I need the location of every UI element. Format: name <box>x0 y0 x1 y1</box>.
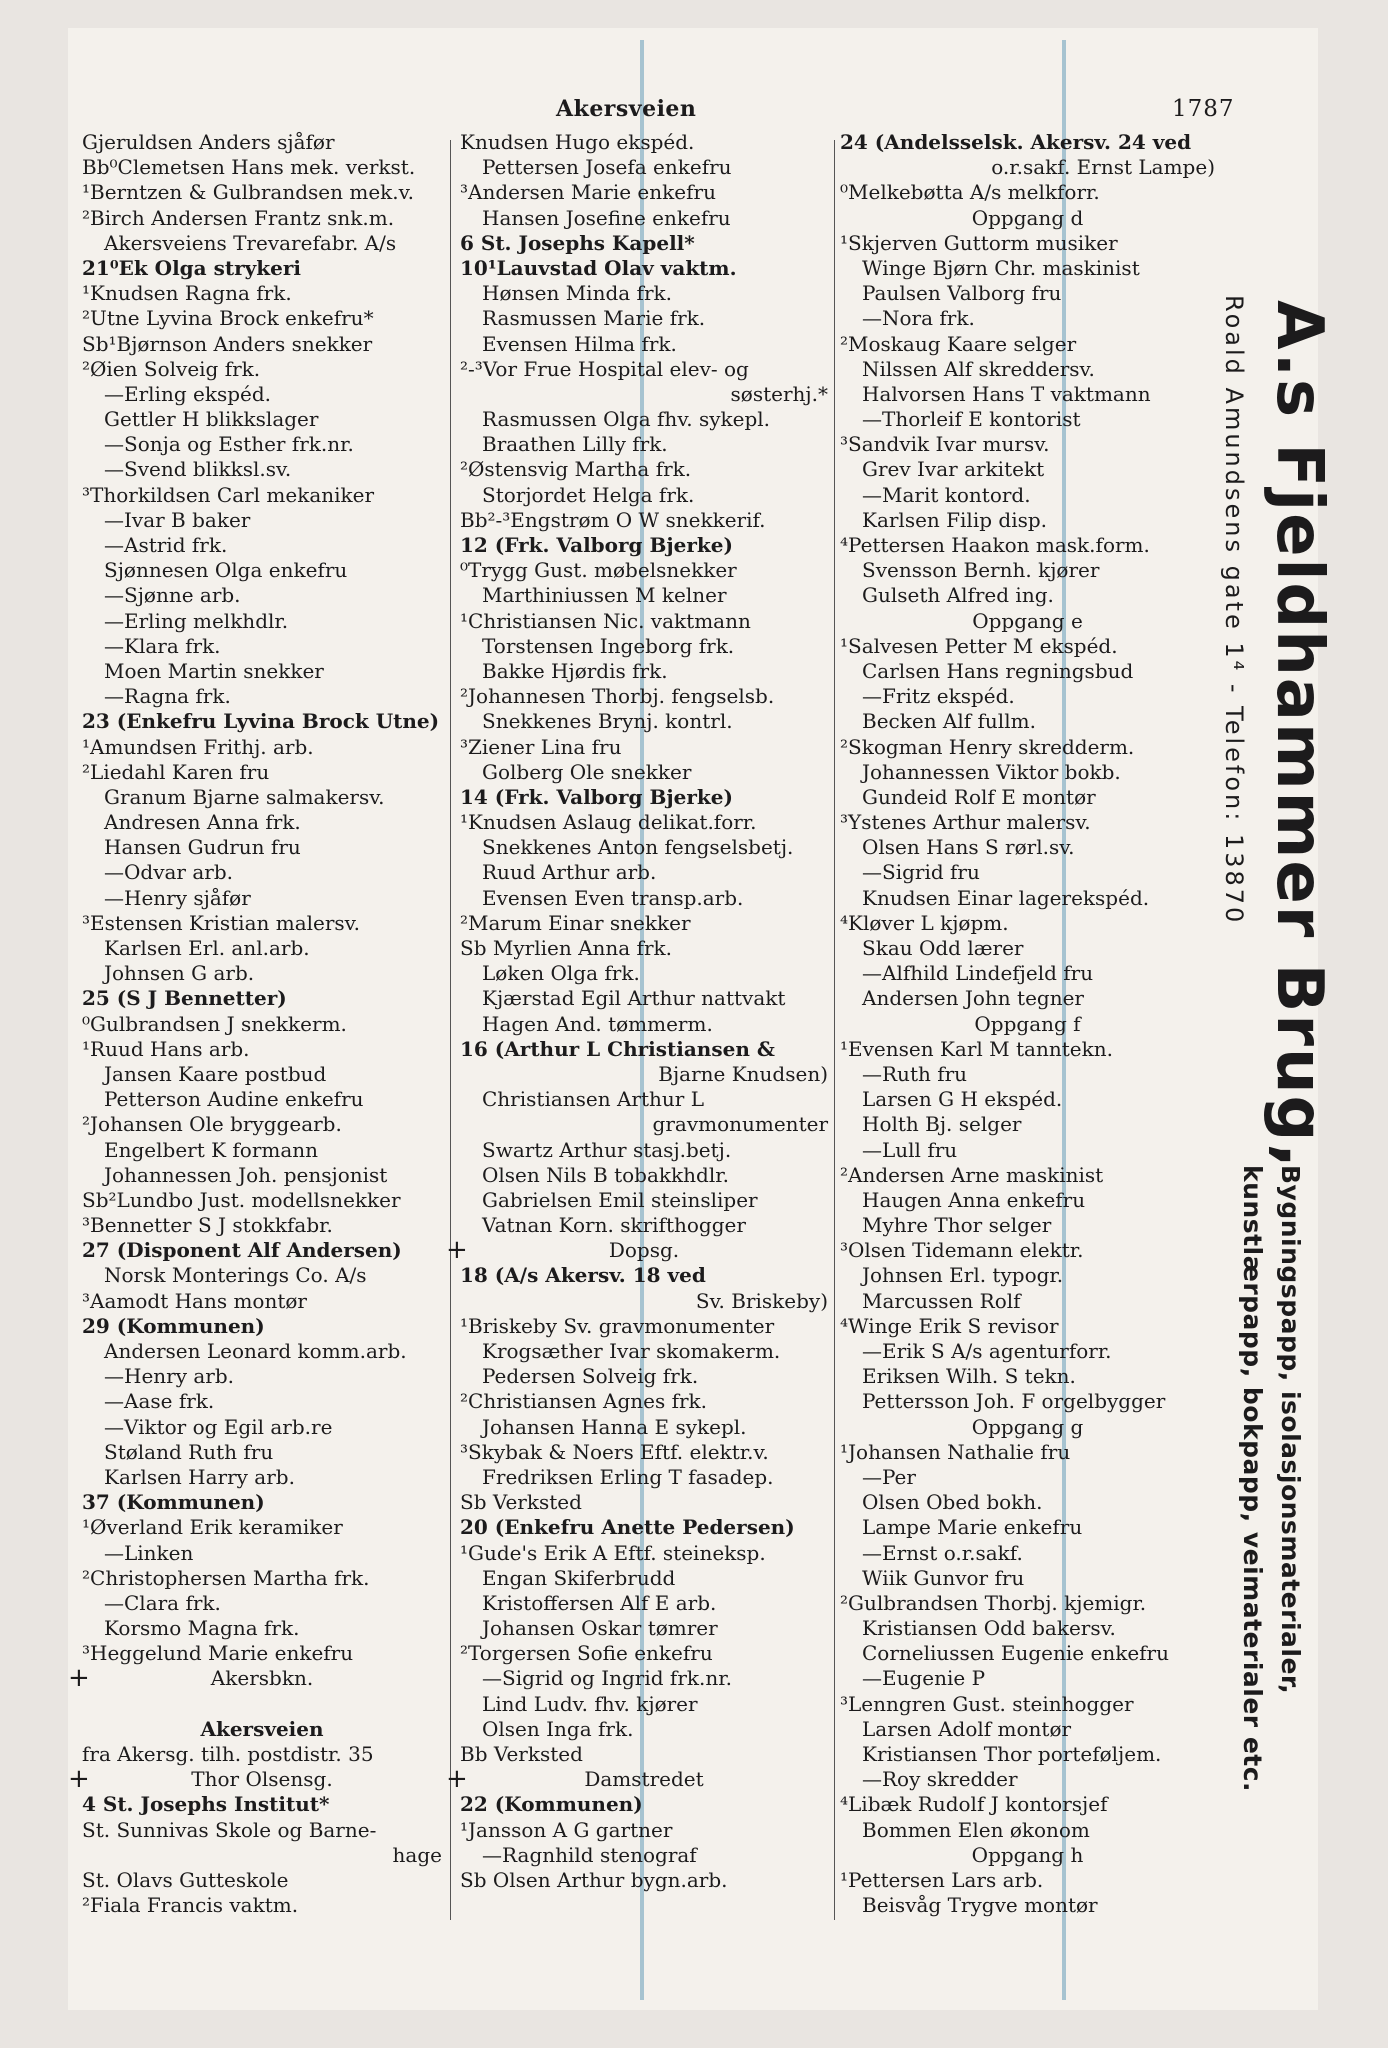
directory-line: Pedersen Solveig frk. <box>482 1364 699 1389</box>
directory-line: —Per <box>862 1464 916 1489</box>
directory-line: ⁴Pettersen Haakon mask.form. <box>840 533 1150 557</box>
directory-line: Oppgang h <box>971 1842 1084 1867</box>
directory-line: —Ernst o.r.sakf. <box>862 1540 1023 1565</box>
directory-line: ²Skogman Henry skredderm. <box>840 734 1135 759</box>
directory-line: ⁴Kløver L kjøpm. <box>840 910 1009 935</box>
directory-line: —Roy skredder <box>862 1767 1018 1792</box>
directory-line: —Odvar arb. <box>104 860 233 885</box>
directory-line: Akersbkn. + <box>68 1663 314 1694</box>
directory-line: Karlsen Harry arb. <box>104 1464 295 1489</box>
directory-line: Damstredet + <box>446 1764 704 1795</box>
directory-line: 29 (Kommunen) <box>82 1313 265 1338</box>
directory-line: Korsmo Magna frk. <box>104 1616 300 1641</box>
directory-line: —Aase frk. <box>104 1389 215 1414</box>
directory-line: Marcussen Rolf <box>862 1288 1021 1313</box>
directory-line: ³Sandvik Ivar mursv. <box>840 432 1050 457</box>
directory-line: Granum Bjarne salmakersv. <box>104 784 385 809</box>
directory-line: Gabrielsen Emil steinsliper <box>482 1187 758 1212</box>
directory-column-2 <box>446 130 828 1893</box>
directory-line: —Sigrid fru <box>862 860 980 885</box>
directory-line: Larsen Adolf montør <box>862 1716 1072 1741</box>
directory-line: Nilssen Alf skreddersv. <box>862 356 1095 381</box>
directory-line: ³Andersen Marie enkefru <box>460 180 716 205</box>
directory-line: Swartz Arthur stasj.betj. <box>482 1137 732 1162</box>
ad-address: Roald Amundsens gate 1⁴ - Telefon: 13870 <box>1220 295 1248 926</box>
directory-line: Thor Olsensg. + <box>68 1764 333 1795</box>
directory-line: Evensen Even transp.arb. <box>482 885 744 910</box>
directory-line: ¹Berntzen & Gulbrandsen mek.v. <box>82 180 414 205</box>
directory-line: Krogsæther Ivar skomakerm. <box>482 1339 781 1363</box>
directory-line: Støland Ruth fru <box>104 1439 274 1464</box>
directory-line: —Ivar B baker <box>104 507 251 532</box>
directory-line: ³Bennetter S J stokkfabr. <box>82 1213 333 1238</box>
directory-line: ⁴Winge Erik S revisor <box>840 1313 1059 1338</box>
directory-line: Beisvåg Trygve montør <box>862 1893 1098 1918</box>
directory-line: 12 (Frk. Valborg Bjerke) <box>460 533 733 557</box>
directory-line: Skau Odd lærer <box>862 936 1024 960</box>
directory-line: Johnsen G arb. <box>104 961 255 986</box>
directory-line: ³Thorkildsen Carl mekaniker <box>82 482 375 507</box>
directory-line: —Linken <box>104 1540 194 1565</box>
directory-line: —Nora frk. <box>862 306 975 331</box>
directory-line: Kristoffersen Alf E arb. <box>482 1590 717 1615</box>
ad-products-line-1: Bygningspapp, isolasjonsmaterialer, <box>1276 1165 1305 1695</box>
directory-line: 18 (A/s Akersv. 18 ved <box>460 1263 706 1288</box>
directory-line: Haugen Anna enkefru <box>862 1187 1086 1212</box>
directory-line: Oppgang f <box>974 1011 1081 1036</box>
directory-line: Evensen Hilma frk. <box>482 331 677 356</box>
directory-line: ¹Christiansen Nic. vaktmann <box>460 608 751 633</box>
directory-line: —Erik S A/s agenturforr. <box>862 1339 1112 1363</box>
directory-line: hage <box>392 1842 442 1867</box>
directory-line: ²-³Vor Frue Hospital elev- og <box>460 356 749 381</box>
directory-line: Sb²Lundbo Just. modellsnekker <box>82 1187 401 1212</box>
directory-line: Jansen Kaare postbud <box>104 1061 327 1086</box>
directory-line: 16 (Arthur L Christiansen & <box>460 1036 775 1061</box>
directory-line: ³Ziener Lina fru <box>460 734 622 759</box>
ad-products-line-2: kunstlærpapp, bokpapp, veimaterialer etc. <box>1238 1165 1267 1793</box>
directory-line: —Astrid frk. <box>104 533 228 557</box>
directory-line: ²Utne Lyvina Brock enkefru* <box>82 306 374 331</box>
directory-line: Gjeruldsen Anders sjåfør <box>82 130 335 154</box>
directory-line: gravmonumenter <box>652 1112 828 1137</box>
directory-line: ²Øien Solveig frk. <box>82 356 261 381</box>
directory-line: ¹Gude's Erik A Eftf. steineksp. <box>460 1540 766 1565</box>
directory-line: 27 (Disponent Alf Andersen) <box>82 1238 402 1263</box>
page-number: 1787 <box>1172 96 1235 122</box>
directory-line: ¹Knudsen Aslaug delikat.forr. <box>460 810 757 835</box>
directory-line: St. Olavs Gutteskole <box>82 1867 289 1892</box>
directory-line: Hønsen Minda frk. <box>482 281 672 306</box>
directory-line: —Erling melkhdlr. <box>104 608 289 633</box>
directory-line: —Eugenie P <box>862 1666 986 1691</box>
directory-line: ²Fiala Francis vaktm. <box>82 1893 299 1918</box>
directory-line: Marthiniussen M kelner <box>482 583 727 608</box>
directory-line: 4 St. Josephs Institut* <box>82 1792 330 1817</box>
directory-line: Engan Skiferbrudd <box>482 1565 676 1590</box>
directory-line: Bakke Hjørdis frk. <box>482 658 668 683</box>
directory-line: ²Torgersen Sofie enkefru <box>460 1641 713 1666</box>
directory-line: ²Liedahl Karen fru <box>82 759 270 784</box>
directory-line: ²Johannesen Thorbj. fengselsb. <box>460 684 775 709</box>
directory-line: 6 St. Josephs Kapell* <box>460 230 695 255</box>
directory-line: Corneliussen Eugenie enkefru <box>862 1641 1170 1666</box>
directory-line: Hansen Josefine enkefru <box>482 205 731 230</box>
directory-line: Karlsen Erl. anl.arb. <box>104 936 310 960</box>
directory-line: —Marit kontord. <box>862 482 1031 507</box>
directory-line: —Sonja og Esther frk.nr. <box>104 432 354 457</box>
directory-line: Lind Ludv. fhv. kjører <box>482 1691 698 1716</box>
directory-line: Olsen Nils B tobakkhdlr. <box>482 1162 729 1187</box>
directory-line: —Ruth fru <box>862 1061 968 1086</box>
directory-line: —Alfhild Lindefjeld fru <box>862 961 1094 986</box>
directory-line: Braathen Lilly frk. <box>482 432 668 457</box>
directory-line: Olsen Obed bokh. <box>862 1490 1043 1515</box>
directory-line: ³Skybak & Noers Eftf. elektr.v. <box>460 1439 769 1464</box>
directory-line: Sb Olsen Arthur bygn.arb. <box>460 1867 728 1892</box>
cross-street-marker: + <box>446 1235 468 1266</box>
directory-line: ²Christophersen Martha frk. <box>82 1565 370 1590</box>
directory-line: Sb Myrlien Anna frk. <box>460 936 672 960</box>
directory-line: Andersen John tegner <box>862 986 1084 1011</box>
directory-line: Myhre Thor selger <box>862 1213 1052 1238</box>
directory-line: Rasmussen Olga fhv. sykepl. <box>482 407 771 432</box>
directory-line: ²Christiansen Agnes frk. <box>460 1389 708 1414</box>
directory-line: —Fritz ekspéd. <box>862 684 1015 709</box>
cross-street-marker: + <box>68 1764 90 1795</box>
directory-line: ³Olsen Tidemann elektr. <box>840 1238 1084 1263</box>
directory-line: ²Østensvig Martha frk. <box>460 457 692 482</box>
directory-line: Eriksen Wilh. S tekn. <box>862 1364 1076 1389</box>
directory-line: ²Moskaug Kaare selger <box>840 331 1077 356</box>
directory-line: Petterson Audine enkefru <box>104 1087 364 1112</box>
directory-line: —Clara frk. <box>104 1590 221 1615</box>
directory-line: ⁰Gulbrandsen J snekkerm. <box>82 1011 347 1036</box>
directory-line: —Henry arb. <box>104 1364 235 1389</box>
cross-street-marker: + <box>446 1764 468 1795</box>
directory-line: Wiik Gunvor fru <box>862 1565 1025 1590</box>
directory-line: Gettler H blikkslager <box>104 407 319 432</box>
directory-line: 21⁰Ek Olga strykeri <box>82 255 301 280</box>
directory-line: Oppgang g <box>971 1414 1084 1439</box>
directory-line: Andersen Leonard komm.arb. <box>104 1339 407 1363</box>
directory-line: Snekkenes Brynj. kontrl. <box>482 709 733 734</box>
directory-line: —Sigrid og Ingrid frk.nr. <box>482 1666 732 1691</box>
directory-line: Ruud Arthur arb. <box>482 860 657 885</box>
directory-column-1 <box>68 130 442 1918</box>
directory-line: Moen Martin snekker <box>104 658 324 683</box>
directory-line: ¹Knudsen Ragna frk. <box>82 281 292 306</box>
directory-line: ¹Evensen Karl M tanntekn. <box>840 1036 1113 1061</box>
directory-line: Vatnan Korn. skrifthogger <box>482 1213 746 1238</box>
directory-line: Svensson Bernh. kjører <box>862 558 1100 583</box>
directory-line: Snekkenes Anton fengselsbetj. <box>482 835 794 860</box>
cross-street-marker: + <box>68 1663 90 1694</box>
directory-line: Dopsg. + <box>446 1235 680 1266</box>
directory-line: Hansen Gudrun fru <box>104 835 301 860</box>
directory-line: —Henry sjåfør <box>104 885 251 910</box>
directory-line: 23 (Enkefru Lyvina Brock Utne) <box>82 709 440 734</box>
directory-line: Fredriksen Erling T fasadep. <box>482 1464 774 1489</box>
directory-line: Larsen G H ekspéd. <box>862 1087 1063 1112</box>
directory-line: ³Lenngren Gust. steinhogger <box>840 1691 1134 1716</box>
directory-line: Becken Alf fullm. <box>862 709 1036 734</box>
directory-line: —Ragnhild stenograf <box>482 1842 697 1867</box>
directory-line: Johansen Oskar tømrer <box>482 1616 718 1641</box>
directory-line <box>82 1692 442 1717</box>
directory-line: ¹Øverland Erik keramiker <box>82 1515 343 1540</box>
directory-line: ¹Briskeby Sv. gravmonumenter <box>460 1313 775 1338</box>
directory-line: Johnsen Erl. typogr. <box>862 1263 1064 1288</box>
directory-line: Kjærstad Egil Arthur nattvakt <box>482 986 786 1011</box>
directory-line: Kristiansen Odd bakersv. <box>862 1616 1116 1641</box>
directory-line: Winge Bjørn Chr. maskinist <box>862 255 1140 280</box>
directory-line: Bjarne Knudsen) <box>658 1061 828 1086</box>
directory-line: ³Ystenes Arthur malersv. <box>840 810 1091 835</box>
directory-line: ⁰Trygg Gust. møbelsnekker <box>460 558 737 583</box>
directory-line: Holth Bj. selger <box>862 1112 1022 1137</box>
directory-line: Akersveien <box>200 1716 324 1741</box>
directory-line: Knudsen Einar lagerekspéd. <box>862 885 1150 910</box>
directory-line: 14 (Frk. Valborg Bjerke) <box>460 784 733 809</box>
directory-line: 37 (Kommunen) <box>82 1490 265 1515</box>
column-divider <box>834 140 835 1920</box>
directory-line: ²Gulbrandsen Thorbj. kjemigr. <box>840 1590 1147 1615</box>
directory-line: —Thorleif E kontorist <box>862 407 1081 432</box>
directory-line: Johansen Hanna E sykepl. <box>482 1414 747 1439</box>
directory-line: ⁴Libæk Rudolf J kontorsjef <box>840 1792 1108 1817</box>
directory-line: —Lull fru <box>862 1137 958 1162</box>
directory-line: Oppgang e <box>972 608 1083 633</box>
directory-line: Torstensen Ingeborg frk. <box>482 633 735 658</box>
directory-line: Johannessen Viktor bokb. <box>862 759 1121 784</box>
directory-line: ³Estensen Kristian malersv. <box>82 910 360 935</box>
directory-line: ³Heggelund Marie enkefru <box>82 1641 354 1666</box>
directory-line: Oppgang d <box>971 205 1084 230</box>
directory-line: Johannessen Joh. pensjonist <box>104 1162 388 1187</box>
directory-line: ²Johansen Ole bryggearb. <box>82 1112 342 1137</box>
directory-line: Knudsen Hugo ekspéd. <box>460 130 695 154</box>
directory-line: Karlsen Filip disp. <box>862 507 1048 532</box>
directory-line: Pettersen Josefa enkefru <box>482 155 732 180</box>
directory-line: ²Marum Einar snekker <box>460 910 691 935</box>
directory-line: —Svend blikksl.sv. <box>104 457 292 482</box>
directory-line: o.r.sakf. Ernst Lampe) <box>991 155 1215 180</box>
directory-line: Sb Verksted <box>460 1490 582 1515</box>
directory-line: Bb²-³Engstrøm O W snekkerif. <box>460 507 766 532</box>
directory-line: Sv. Briskeby) <box>695 1288 828 1313</box>
directory-line: ¹Ruud Hans arb. <box>82 1036 250 1061</box>
directory-line: Norsk Monterings Co. A/s <box>104 1263 367 1288</box>
directory-line: Olsen Hans S rørl.sv. <box>862 835 1075 860</box>
directory-line: Hagen And. tømmerm. <box>482 1011 713 1036</box>
column-divider <box>450 140 451 1920</box>
directory-line: Bb⁰Clemetsen Hans mek. verkst. <box>82 155 416 180</box>
directory-line: Rasmussen Marie frk. <box>482 306 706 331</box>
directory-line: ³Aamodt Hans montør <box>82 1288 307 1313</box>
ad-brand: A.s Fjeldhammer Brug, <box>1262 300 1336 1170</box>
directory-line: Kristiansen Thor portefølјem. <box>862 1742 1162 1766</box>
directory-line: ²Andersen Arne maskinist <box>840 1162 1104 1187</box>
directory-line: ¹Jansson A G gartner <box>460 1817 673 1842</box>
directory-line: —Erling ekspéd. <box>104 381 272 406</box>
directory-line: ¹Salvesen Petter M ekspéd. <box>840 633 1118 658</box>
directory-line: Carlsen Hans regningsbud <box>862 658 1134 683</box>
directory-line: Engelbert K formann <box>104 1137 319 1162</box>
directory-line: Sb¹Bjørnson Anders snekker <box>82 331 373 356</box>
directory-line: ¹Pettersen Lars arb. <box>840 1867 1044 1892</box>
directory-line: ¹Amundsen Frithj. arb. <box>82 734 314 759</box>
directory-line: Lampe Marie enkefru <box>862 1515 1083 1540</box>
directory-line: ¹Skjerven Guttorm musiker <box>840 230 1118 255</box>
directory-line: 22 (Kommunen) <box>460 1792 643 1817</box>
directory-line: —Viktor og Egil arb.re <box>104 1414 333 1439</box>
directory-line: Bb Verksted <box>460 1742 583 1766</box>
directory-line: Sjønnesen Olga enkefru <box>104 558 348 583</box>
directory-line: 10¹Lauvstad Olav vaktm. <box>460 255 737 280</box>
directory-line: 24 (Andelsselsk. Akersv. 24 ved <box>840 130 1192 154</box>
directory-line: ⁰Melkebøtta A/s melkforr. <box>840 180 1100 205</box>
directory-column-3 <box>840 130 1215 1918</box>
directory-line: 25 (S J Bennetter) <box>82 986 287 1011</box>
directory-line: Gundeid Rolf E montør <box>862 784 1096 809</box>
directory-line: Løken Olga frk. <box>482 961 640 986</box>
directory-line: Grev Ivar arkitekt <box>862 457 1045 482</box>
directory-line: Pettersson Joh. F orgelbygger <box>862 1389 1166 1414</box>
directory-line: St. Sunnivas Skole og Barne- <box>82 1817 377 1842</box>
directory-line: Storjordet Helga frk. <box>482 482 695 507</box>
directory-line: ²Birch Andersen Frantz snk.m. <box>82 205 395 230</box>
page-title: Akersveien <box>556 96 697 122</box>
directory-line: Akersveiens Trevarefabr. A/s <box>104 230 397 255</box>
directory-line: Olsen Inga frk. <box>482 1716 634 1741</box>
directory-line: Paulsen Valborg fru <box>862 281 1062 306</box>
directory-line: ¹Johansen Nathalie fru <box>840 1439 1071 1464</box>
directory-line: søsterhj.* <box>730 381 828 406</box>
directory-line: Andresen Anna frk. <box>104 810 301 835</box>
directory-line: Christiansen Arthur L <box>482 1087 704 1112</box>
directory-line: 20 (Enkefru Anette Pedersen) <box>460 1515 795 1540</box>
directory-line: Halvorsen Hans T vaktmann <box>862 381 1151 406</box>
directory-line: Bommen Elen økonom <box>862 1817 1090 1842</box>
directory-line: Golberg Ole snekker <box>482 759 692 784</box>
directory-line: —Ragna frk. <box>104 684 231 709</box>
directory-line: fra Akersg. tilh. postdistr. 35 <box>82 1742 374 1766</box>
directory-line: —Klara frk. <box>104 633 221 658</box>
directory-line: Gulseth Alfred ing. <box>862 583 1054 608</box>
directory-line: —Sjønne arb. <box>104 583 241 608</box>
